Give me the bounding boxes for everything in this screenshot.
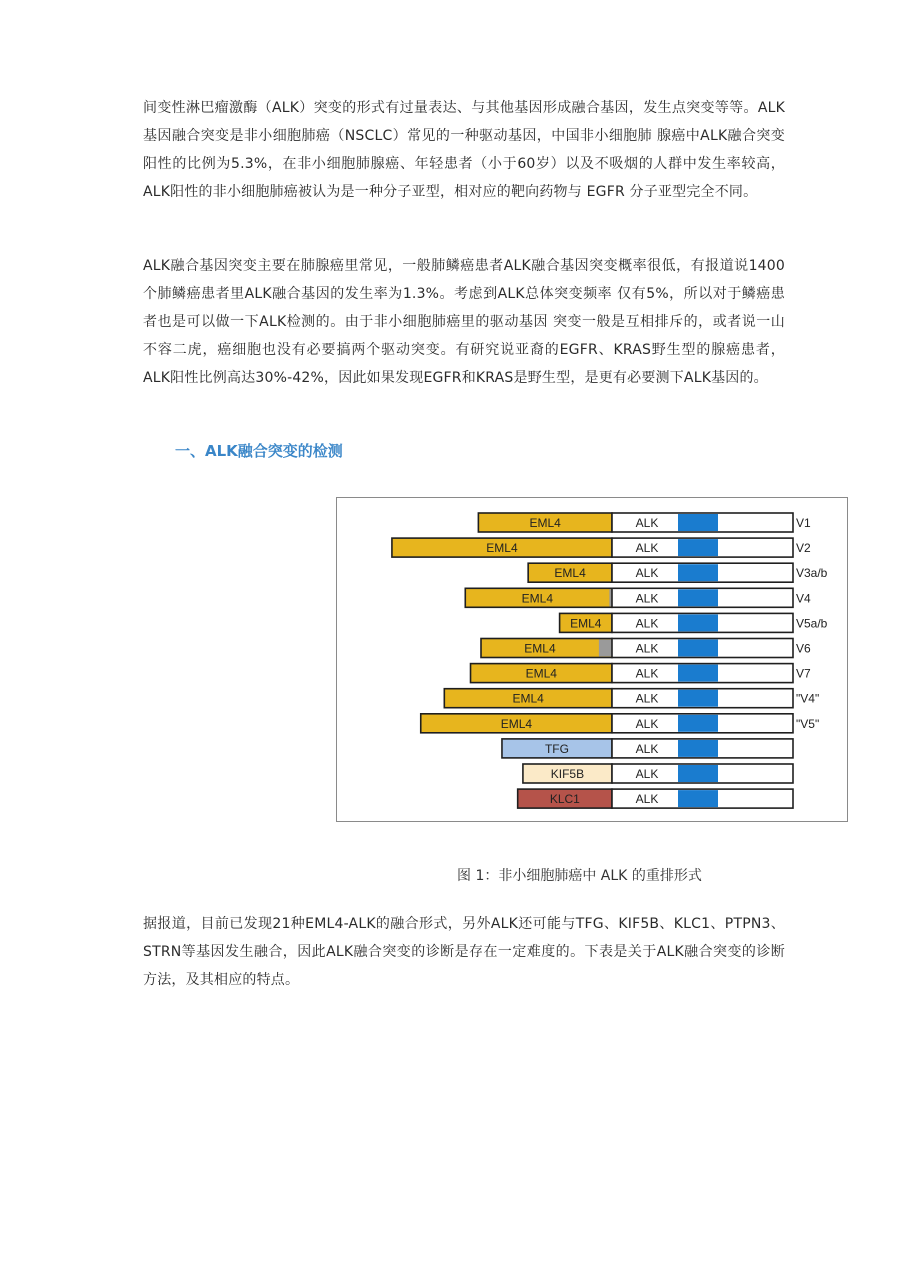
variant-label: V5a/b (796, 616, 828, 631)
alk-kinase-domain (678, 640, 718, 657)
fusion-diagram (337, 498, 849, 823)
fusion-forms-paragraph: 据报道，目前已发现21种EML4-ALK的融合形式，另外ALK还可能与TFG、KIF5B、KLC1、PTPN3、STRN等基因发生融合，因此ALK融合突变的诊断是存在一定难度的。下表是关于ALK融合突变的诊断方法，及其相应的特点。 (143, 916, 785, 988)
squamous-paragraph: ALK融合基因突变主要在肺腺癌里常见，一般肺鳞癌患者ALK融合基因突变概率很低，有报道说1400个肺鳞癌患者里ALK融合基因的发生率为1.3%。考虑到ALK总体突变频率 仅有5%，所以对于鳞癌患者也是可以做一下ALK检测的。由于非小细胞肺癌里的驱动基因 突变一般是互相排斥的，或者说一山不容二虎，癌细胞也没有必要搞两个驱动突变。有研究说亚裔的EGFR、KRAS野生型的腺癌患者，ALK阳性比例高达30%-42%，因此如果发现EGFR和KRAS是野生型，是更有必要测下ALK基因的。 (143, 258, 785, 386)
alk-fusion-figure (336, 497, 848, 822)
partner-label: EML4 (521, 591, 554, 606)
partner-label: TFG (544, 741, 569, 756)
alk-kinase-domain (678, 790, 718, 807)
section-heading: 一、ALK融合突变的检测 (175, 442, 343, 460)
partner-label: EML4 (486, 541, 518, 556)
variant-label: V6 (796, 641, 811, 656)
alk-label: ALK (635, 541, 659, 556)
gray-segment (599, 640, 612, 657)
alk-kinase-domain (678, 690, 718, 707)
alk-kinase-domain (678, 765, 718, 782)
partner-label: KIF5B (550, 767, 585, 781)
alk-label: ALK (635, 666, 659, 681)
variant-label: V7 (796, 666, 811, 681)
alk-label: ALK (635, 566, 659, 581)
alk-kinase-domain (678, 539, 718, 556)
alk-label: ALK (635, 691, 659, 706)
intro-paragraph: 间变性淋巴瘤激酶（ALK）突变的形式有过量表达、与其他基因形成融合基因，发生点突变等等。ALK基因融合突变是非小细胞肺癌（NSCLC）常见的一种驱动基因，中国非小细胞肺 腺癌中ALK融合突变阳性的比例为5.3%，在非小细胞肺腺癌、年轻患者（小于60岁）以及不吸烟的人群中发生率较高，ALK阳性的非小细胞肺癌被认为是一种分子亚型，相对应的靶向药物与 EGFR 分子亚型完全不同。 (143, 100, 785, 200)
alk-label: ALK (635, 641, 659, 656)
alk-kinase-domain (678, 614, 718, 631)
alk-kinase-domain (678, 589, 718, 606)
alk-kinase-domain (678, 564, 718, 581)
variant-label: V3a/b (796, 566, 828, 581)
alk-label: ALK (635, 741, 659, 756)
alk-label: ALK (635, 516, 659, 530)
alk-label: ALK (635, 767, 659, 781)
partner-label: EML4 (529, 516, 561, 530)
variant-label: "V5" (796, 716, 820, 731)
alk-label: ALK (635, 616, 659, 631)
alk-label: ALK (635, 716, 659, 731)
partner-label: EML4 (524, 641, 556, 656)
variant-label: V4 (796, 591, 811, 606)
partner-label: EML4 (554, 566, 586, 581)
variant-label: "V4" (796, 691, 820, 706)
alk-label: ALK (635, 792, 659, 807)
partner-label: EML4 (525, 666, 557, 681)
partner-label: KLC1 (549, 792, 580, 807)
alk-kinase-domain (678, 715, 718, 732)
alk-kinase-domain (678, 514, 718, 531)
alk-label: ALK (635, 591, 659, 606)
partner-label: EML4 (570, 616, 602, 631)
alk-kinase-domain (678, 665, 718, 682)
figure-caption: 图 1：非小细胞肺癌中 ALK 的重排形式 (457, 868, 702, 884)
variant-label: V1 (796, 516, 811, 530)
partner-label: EML4 (500, 716, 533, 731)
partner-label: EML4 (512, 691, 544, 706)
alk-kinase-domain (678, 740, 718, 757)
variant-label: V2 (796, 541, 811, 556)
